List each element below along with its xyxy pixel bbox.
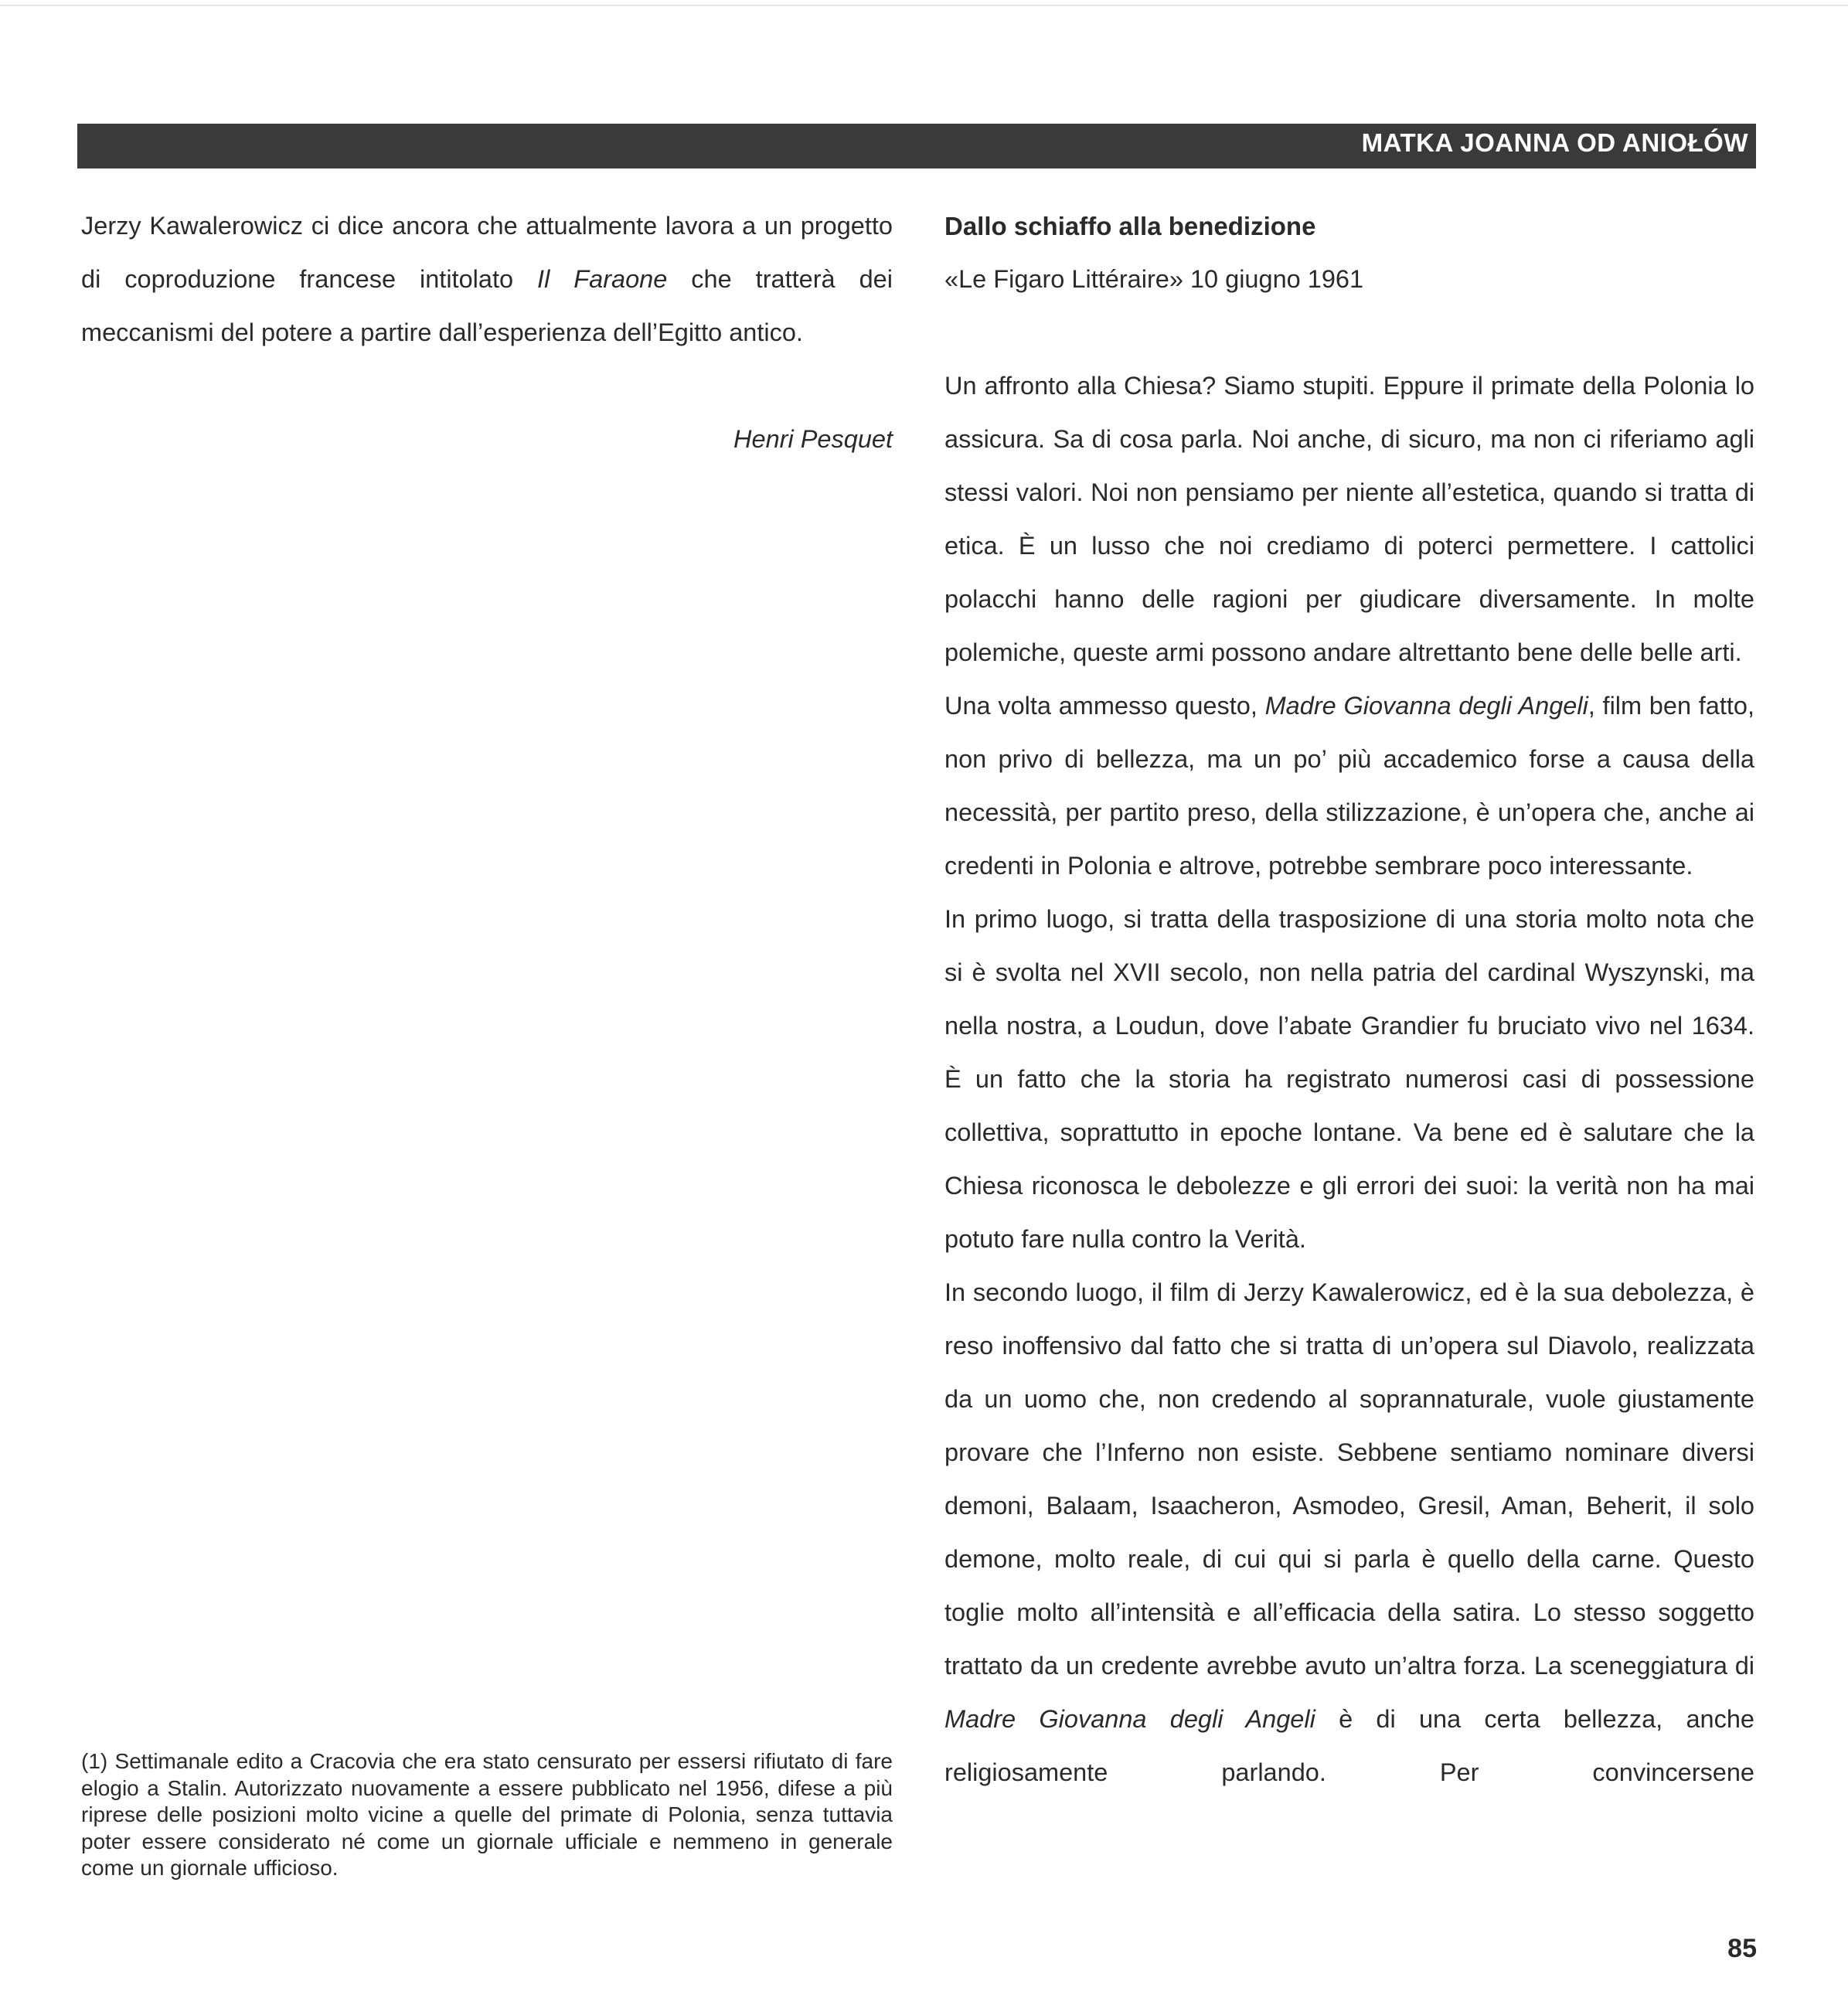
article-paragraph-2	[944, 679, 1754, 893]
paragraph-4-film-title: Madre Giovanna degli Angeli	[944, 1705, 1315, 1733]
footnote: (1) Settimanale edito a Cracovia che era stato censurato per essersi rifiutato di fare elogio a Stalin. Autorizzato nuovamente a essere pubblicato nel 1956, difese a più riprese delle posizioni molto vicine a quelle del primate di Polonia, senza tuttavia poter essere considerato né come un giornale ufficiale e nemmeno in generale come un giornale ufficioso.	[81, 1749, 893, 1880]
article-source: «Le Figaro Littéraire» 10 giugno 1961	[944, 265, 1364, 293]
article-paragraph-3: In primo luogo, si tratta della trasposizione di una storia molto nota che si è svolta nel XVII secolo, non nella patria del cardinal Wyszynski, ma nella nostra, a Loudun, dove l’abate Grandier fu bruciato vivo nel 1634. È un fatto che la storia ha registrato numerosi casi di possessione collettiva, soprattutto in epoche lontane. Va bene ed è salutare che la Chiesa riconosca le debolezze e gli errori dei suoi: la verità non ha mai potuto fare nulla contro la Verità.	[944, 905, 1754, 1253]
paragraph-2-text-part1: Una volta ammesso questo,	[944, 692, 1265, 720]
intro-text-part1: Jerzy Kawalerowicz ci dice ancora che attualmente lavora a un progetto di coproduzione francese intitolato	[81, 212, 893, 293]
article-paragraph-4	[944, 1266, 1754, 1799]
running-header-bar	[77, 124, 1756, 168]
running-header-title: MATKA JOANNA OD ANIOŁÓW	[1361, 128, 1748, 157]
article-paragraph-1: Un affronto alla Chiesa? Siamo stupiti. Eppure il primate della Polonia lo assicura. Sa di cosa parla. Noi anche, di sicuro, ma non ci riferiamo agli stessi valori. Noi non pensiamo per niente all’estetica, quando si tratta di etica. È un lusso che noi crediamo di poterci permettere. I cattolici polacchi hanno delle ragioni per giudicare diversamente. In molte polemiche, queste armi possono andare altrettanto bene delle belle arti.	[944, 372, 1754, 666]
paragraph-2-film-title: Madre Giovanna degli Angeli	[1264, 692, 1588, 720]
paragraph-2-text-part2: , film ben fatto, non privo di bellezza, ma un po’ più accademico forse a causa della necessità, per partito preso, della stilizzazione, è un’opera che, anche ai credenti in Polonia e altrove, potrebbe sembrare poco interessante.	[944, 692, 1754, 880]
paragraph-4-text-part1: In secondo luogo, il film di Jerzy Kawalerowicz, ed è la sua debolezza, è reso inoffensivo dal fatto che si tratta di un’opera sul Diavolo, realizzata da un uomo che, non credendo al soprannaturale, vuole giustamente provare che l’Inferno non esiste. Sebbene sentiamo nominare diversi demoni, Balaam, Isaacheron, Asmodeo, Gresil, Aman, Beherit, il solo demone, molto reale, di cui qui si parla è quello della carne. Questo toglie molto all’intensità e all’efficacia della satira. Lo stesso soggetto trattato da un credente avrebbe avuto un’altra forza. La sceneggiatura di	[944, 1278, 1754, 1680]
left-column	[81, 199, 893, 466]
intro-paragraph	[81, 199, 893, 359]
intro-text-part2: che tratterà dei meccanismi del potere a partire dall’esperienza dell’Egitto antico.	[81, 265, 893, 346]
article-title: Dallo schiaffo alla benedizione	[944, 212, 1316, 240]
author-signature: Henri Pesquet	[733, 425, 893, 453]
intro-film-title: Il Faraone	[537, 265, 668, 293]
paragraph-4-text-part2: è di una certa bellezza, anche religiosamente parlando. Per convincersene	[944, 1705, 1754, 1786]
page-number: 85	[1727, 1934, 1757, 1963]
scan-top-edge	[0, 5, 1848, 6]
right-column	[944, 199, 1754, 1799]
